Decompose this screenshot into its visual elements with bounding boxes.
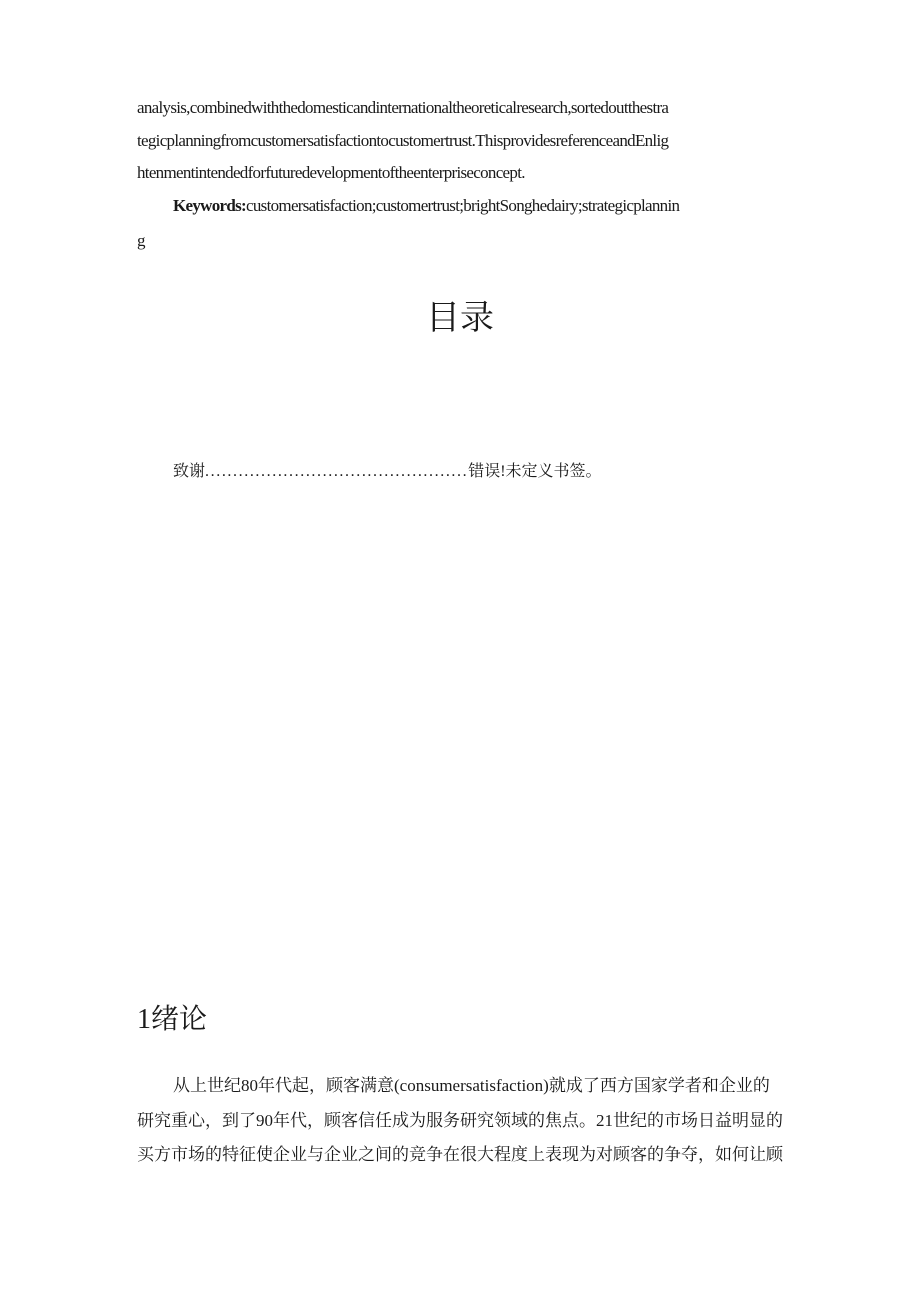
abstract-line: tegicplanningfromcustomersatisfactiontocustomertrust.ThisprovidesreferenceandEnlig bbox=[137, 131, 669, 150]
toc-entry-dots: ............................................... bbox=[205, 463, 469, 480]
abstract-line: analysis,combinedwiththedomesticandinternationaltheoreticalresearch,sortedoutthestra bbox=[137, 98, 669, 117]
paragraph-line: 从上世纪80年代起，顾客满意(consumersatisfaction)就成了西方国家学者和企业的 bbox=[173, 1076, 770, 1095]
toc-entry[interactable] bbox=[173, 460, 602, 484]
keywords-text: customersatisfaction;customertrust;brightSonghedairy;strategicplannin bbox=[246, 196, 680, 215]
keywords-line bbox=[173, 195, 797, 217]
abstract-line: htenmentintendedforfuturedevelopmentoftheenterpriseconcept. bbox=[137, 163, 525, 182]
keywords-wrap: g bbox=[137, 231, 145, 250]
toc-entry-page: 错误!未定义书签。 bbox=[468, 463, 602, 480]
chapter-heading: 1绪论 bbox=[137, 1004, 208, 1035]
paragraph-line: 研究重心，到了90年代，顾客信任成为服务研究领域的焦点。21世纪的市场日益明显的 bbox=[137, 1111, 783, 1130]
toc-title: 目录 bbox=[426, 298, 494, 338]
toc-entry-label: 致谢 bbox=[173, 463, 206, 480]
keywords-label: Keywords: bbox=[173, 196, 247, 215]
paragraph-line: 买方市场的特征使企业与企业之间的竞争在很大程度上表现为对顾客的争夺，如何让顾 bbox=[137, 1145, 783, 1164]
